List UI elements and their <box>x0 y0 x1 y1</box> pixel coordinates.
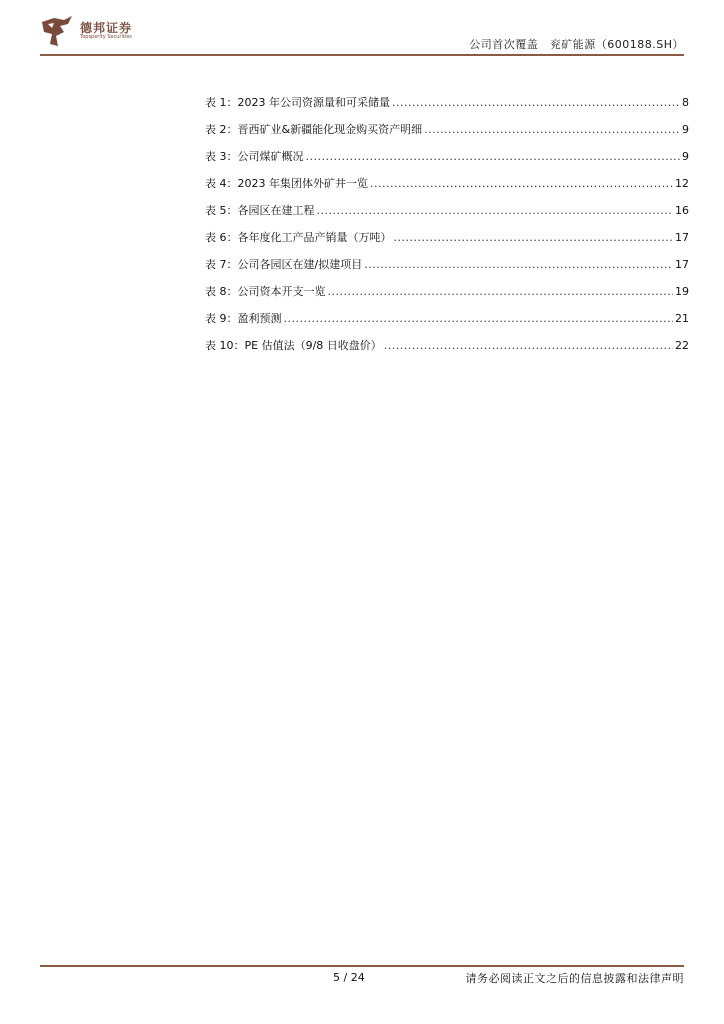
toc-entry[interactable] <box>205 175 689 202</box>
toc-entry-page: 16 <box>675 204 689 217</box>
logo-english-name: Topsperity Securities <box>80 34 132 40</box>
toc-entry-label: 表 7：公司各园区在建/拟建项目 <box>205 258 363 271</box>
toc-entry-label: 表 5：各园区在建工程 <box>205 204 315 217</box>
toc-entry-label: 表 2：晋西矿业&新疆能化现金购买资产明细 <box>205 123 423 136</box>
toc-entry-page: 17 <box>675 258 689 271</box>
page-number: 5 / 24 <box>333 971 365 984</box>
toc-entry-page: 9 <box>682 150 689 163</box>
toc-entry-page: 22 <box>675 339 689 352</box>
toc-entry-page: 9 <box>682 123 689 136</box>
toc-leader-dots <box>364 258 673 271</box>
toc-leader-dots <box>384 339 673 352</box>
header-divider <box>40 54 684 56</box>
toc-entry[interactable] <box>205 337 689 364</box>
table-list <box>205 94 689 364</box>
toc-entry[interactable] <box>205 94 689 121</box>
toc-entry-label: 表 3：公司煤矿概况 <box>205 150 304 163</box>
toc-entry-label: 表 4：2023 年集团体外矿井一览 <box>205 177 368 190</box>
toc-entry-page: 8 <box>682 96 689 109</box>
toc-entry-page: 19 <box>675 285 689 298</box>
toc-entry[interactable] <box>205 310 689 337</box>
toc-leader-dots <box>424 123 680 136</box>
toc-entry[interactable] <box>205 148 689 175</box>
toc-entry-page: 12 <box>675 177 689 190</box>
toc-entry-label: 表 1：2023 年公司资源量和可采储量 <box>205 96 390 109</box>
toc-entry-label: 表 9：盈利预测 <box>205 312 282 325</box>
toc-entry[interactable] <box>205 121 689 148</box>
page-header <box>40 12 684 56</box>
logo-chinese-name: 德邦证券 <box>80 21 133 35</box>
toc-leader-dots <box>394 231 674 244</box>
company-logo <box>40 12 160 52</box>
toc-leader-dots <box>392 96 680 109</box>
toc-entry-page: 17 <box>675 231 689 244</box>
document-title: 公司首次覆盖 兖矿能源（600188.SH） <box>469 38 684 51</box>
toc-leader-dots <box>317 204 674 217</box>
toc-entry[interactable] <box>205 256 689 283</box>
topsperity-logo-icon <box>40 14 74 48</box>
footer-divider <box>40 965 684 967</box>
toc-entry-page: 21 <box>675 312 689 325</box>
toc-entry[interactable] <box>205 229 689 256</box>
toc-leader-dots <box>284 312 674 325</box>
toc-leader-dots <box>370 177 673 190</box>
toc-entry-label: 表 8：公司资本开支一览 <box>205 285 326 298</box>
toc-leader-dots <box>328 285 674 298</box>
footer-disclaimer: 请务必阅读正文之后的信息披露和法律声明 <box>465 972 684 985</box>
toc-entry-label: 表 10：PE 估值法（9/8 日收盘价） <box>205 339 382 352</box>
toc-leader-dots <box>306 150 681 163</box>
toc-entry[interactable] <box>205 202 689 229</box>
toc-entry[interactable] <box>205 283 689 310</box>
toc-entry-label: 表 6：各年度化工产品产销量（万吨） <box>205 231 392 244</box>
